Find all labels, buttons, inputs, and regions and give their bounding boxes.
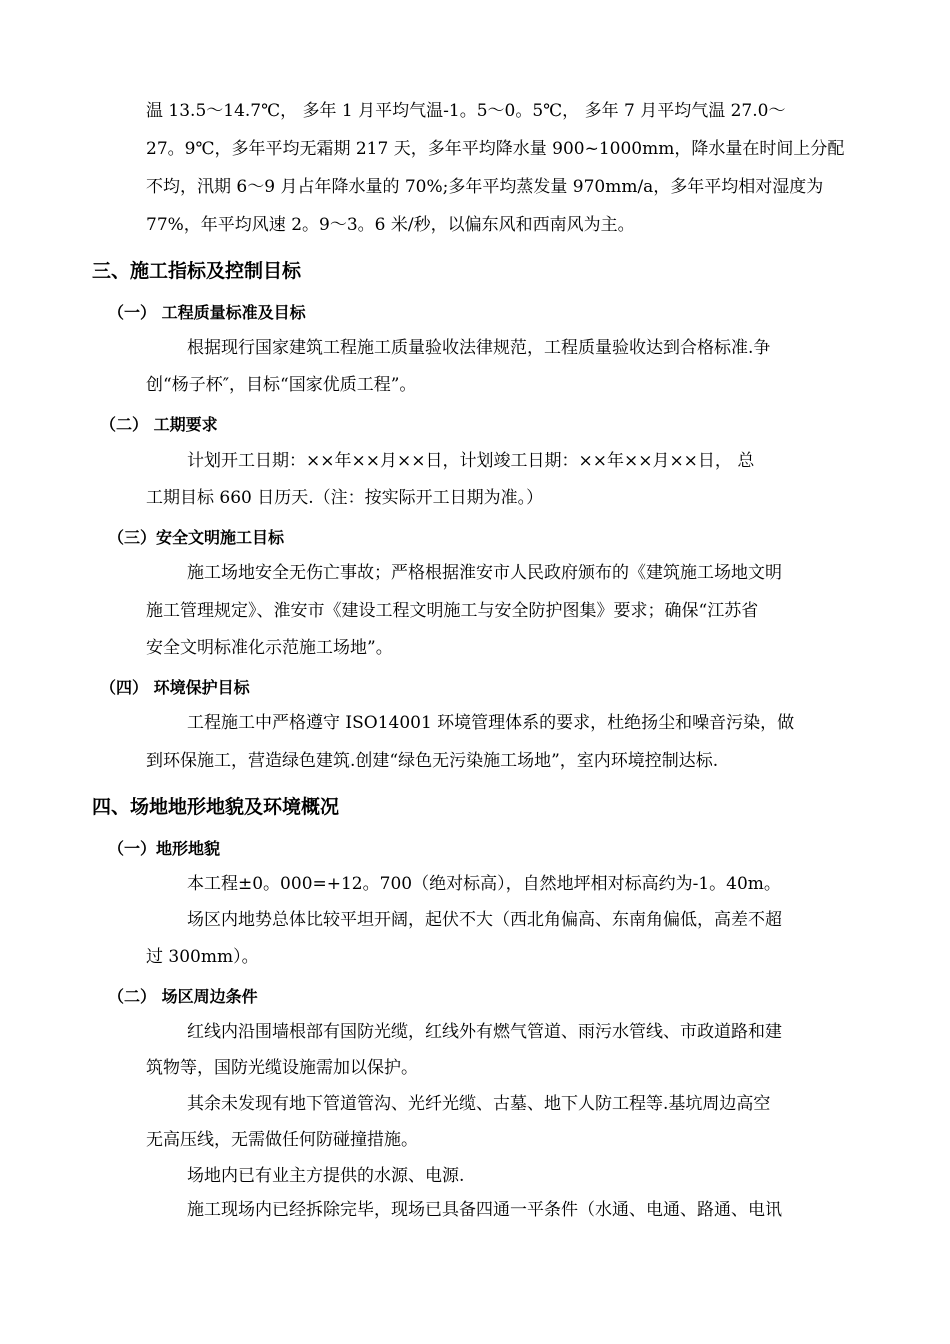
paragraph-line: 创“杨子杯″，目标“国家优质工程”。 bbox=[146, 375, 417, 395]
paragraph-line: 工程施工中严格遵守 ISO14001 环境管理体系的要求，杜绝扬尘和噪音污染，做 bbox=[187, 713, 795, 733]
paragraph-line: 根据现行国家建筑工程施工质量验收法律规范，工程质量验收达到合格标准.争 bbox=[187, 338, 771, 358]
paragraph-line: 场地内已有业主方提供的水源、电源. bbox=[187, 1166, 465, 1186]
paragraph-line: 过 300mm）。 bbox=[146, 947, 259, 967]
paragraph-line: 无高压线，无需做任何防碰撞措施。 bbox=[146, 1130, 418, 1150]
paragraph-line: 施工场地安全无伤亡事故；严格根据淮安市人民政府颁布的《建筑施工场地文明 bbox=[187, 563, 782, 583]
paragraph-line: 安全文明标准化示范施工场地”。 bbox=[146, 638, 393, 658]
paragraph-line: 其余未发现有地下管道管沟、光纤光缆、古墓、地下人防工程等.基坑周边高空 bbox=[187, 1094, 771, 1114]
paragraph-line: 红线内沿围墙根部有国防光缆，红线外有燃气管道、雨污水管线、市政道路和建 bbox=[187, 1022, 782, 1042]
subsection-heading: （三）安全文明施工目标 bbox=[108, 528, 285, 547]
paragraph-line: 筑物等，国防光缆设施需加以保护。 bbox=[146, 1058, 418, 1078]
section-heading: 四、场地地形地貌及环境概况 bbox=[92, 796, 340, 818]
paragraph-line: 到环保施工，营造绿色建筑.创建“绿色无污染施工场地”，室内环境控制达标. bbox=[146, 751, 719, 771]
paragraph-line: 施工管理规定》、淮安市《建设工程文明施工与安全防护图集》要求；确保“江苏省 bbox=[146, 601, 759, 621]
paragraph-line: 计划开工日期：××年××月××日，计划竣工日期：××年××月××日， 总 bbox=[187, 451, 755, 471]
subsection-heading: （二） 场区周边条件 bbox=[108, 987, 258, 1006]
subsection-heading: （四） 环境保护目标 bbox=[100, 678, 250, 697]
paragraph-line: 场区内地势总体比较平坦开阔，起伏不大（西北角偏高、东南角偏低，高差不超 bbox=[187, 910, 782, 930]
paragraph-line: 本工程±0。000=+12。700（绝对标高），自然地坪相对标高约为-1。40m。 bbox=[187, 874, 781, 894]
paragraph-line: 温 13.5～14.7℃， 多年 1 月平均气温-1。5～0。5℃， 多年 7 月平均气温 27.0～ bbox=[146, 101, 786, 121]
paragraph-line: 不均，汛期 6～9 月占年降水量的 70%;多年平均蒸发量 970mm/a，多年平均相对湿度为 bbox=[146, 177, 824, 197]
section-heading: 三、施工指标及控制目标 bbox=[92, 260, 302, 282]
paragraph-line: 77%，年平均风速 2。9～3。6 米/秒，以偏东风和西南风为主。 bbox=[146, 215, 635, 235]
subsection-heading: （一） 工程质量标准及目标 bbox=[108, 303, 306, 322]
paragraph-line: 工期目标 660 日历天.（注：按实际开工日期为准。） bbox=[146, 488, 544, 508]
subsection-heading: （二） 工期要求 bbox=[100, 415, 218, 434]
paragraph-line: 施工现场内已经拆除完毕，现场已具备四通一平条件（水通、电通、路通、电讯 bbox=[187, 1200, 782, 1220]
paragraph-line: 27。9℃，多年平均无霜期 217 天，多年平均降水量 900~1000mm，降水量在时间上分配 bbox=[146, 139, 845, 159]
subsection-heading: （一）地形地貌 bbox=[108, 839, 221, 858]
